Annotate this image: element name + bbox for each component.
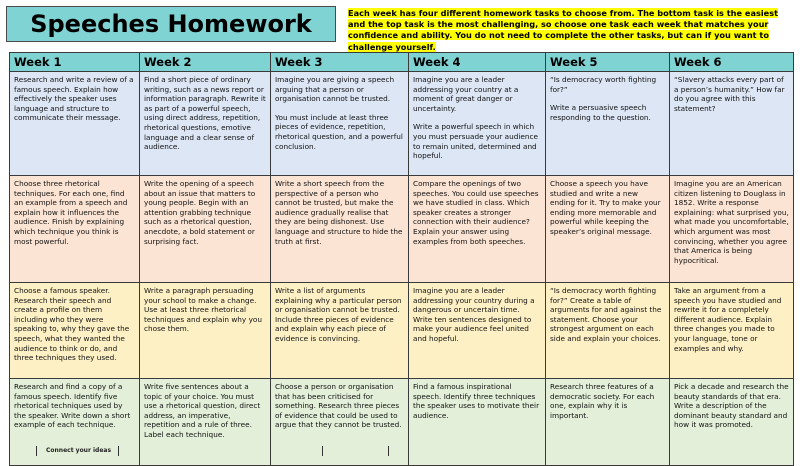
week-header: Week 6 xyxy=(670,53,794,72)
task-row xyxy=(10,72,794,176)
week-header: Week 4 xyxy=(409,53,546,72)
task-text: Research and write a review of a famous speech. Explain how effectively the speaker uses language and structure to communicate their message. xyxy=(14,75,134,123)
task-text: Imagine you are giving a speech arguing that a person or organisation cannot be trusted. xyxy=(275,75,395,104)
week-header: Week 2 xyxy=(140,53,271,72)
task-cell xyxy=(140,176,271,283)
task-cell xyxy=(10,283,140,379)
task-cell xyxy=(409,176,546,283)
task-text: Write the opening of a speech about an issue that matters to young people. Begin with an attention grabbing technique such as a rhetorical question, anecdote, a bold statement or surprising fact. xyxy=(144,179,256,246)
task-text: Write a short speech from the perspective of a person who cannot be trusted, but make the audience gradually realise that they are being dishonest. Use language and structure to hide the truth at first. xyxy=(275,179,403,246)
task-text: Compare the openings of two speeches. You could use speeches we have studied in class. Which speaker creates a stronger connection with their audience? Explain your answer using examples from both speeches. xyxy=(413,179,539,246)
footer-divider xyxy=(36,446,37,456)
week-header: Week 3 xyxy=(271,53,409,72)
task-cell xyxy=(140,72,271,176)
task-text: Research and find a copy of a famous speech. Identify five rhetorical techniques used by the speaker. Write down a short example of each technique. xyxy=(14,382,131,430)
task-text: Choose a famous speaker. Research their speech and create a profile on them including who they were speaking to, why they gave the speech, what they wanted the audience to think or do, and three techniques they used. xyxy=(14,286,130,363)
task-text: Research three features of a democratic society. For each one, explain why it is important. xyxy=(550,382,655,420)
task-text: Find a famous inspirational speech. Identify three techniques the speaker uses to motivate their audience. xyxy=(413,382,540,420)
task-cell xyxy=(10,176,140,283)
task-row xyxy=(10,176,794,283)
task-cell xyxy=(10,72,140,176)
footer-divider xyxy=(118,446,119,456)
footer-divider xyxy=(388,446,389,456)
week-header-row xyxy=(10,53,794,72)
instructions-text: Each week has four different homework tasks to choose from. The bottom task is the easiest and the top task is the most challenging, so choose one task each week that matches your confidence and ability. You do not need to complete the other tasks, but can if you want to challenge yourself. xyxy=(348,8,779,52)
task-cell xyxy=(546,176,670,283)
task-cell xyxy=(409,283,546,379)
task-text: Choose a person or organisation that has been criticised for something. Research three pieces of evidence that could be used to argue that they cannot be trusted. xyxy=(275,382,402,430)
task-text: Choose a speech you have studied and write a new ending for it. Try to make your ending more memorable and powerful while keeping the speaker’s original message. xyxy=(550,179,661,236)
task-cell xyxy=(140,283,271,379)
task-cell xyxy=(546,283,670,379)
task-text: Imagine you are a leader addressing your country at a moment of great danger or uncertainty. xyxy=(413,75,519,113)
task-text: Write a paragraph persuading your school to make a change. Use at least three rhetorical techniques and explain why you chose them. xyxy=(144,286,262,334)
task-text: Write a persuasive speech responding to the question. xyxy=(550,103,651,122)
week-header: Week 1 xyxy=(10,53,140,72)
task-text: “Is democracy worth fighting for?” Create a table of arguments for and against the statement. Choose your strongest argument on each side and explain your choices. xyxy=(550,286,662,343)
task-text: Take an argument from a speech you have studied and rewrite it for a completely different audience. Explain three changes you made to your language, tone or examples and why. xyxy=(674,286,782,353)
task-cell xyxy=(271,283,409,379)
title-banner xyxy=(6,6,336,42)
task-text: Write a powerful speech in which you must persuade your audience to remain united, determined and hopeful. xyxy=(413,122,538,161)
task-cell xyxy=(546,72,670,176)
task-text: Write five sentences about a topic of your choice. You must use a rhetorical question, direct address, an imperative, repetition and a rule of three. Label each technique. xyxy=(144,382,261,439)
task-text: “Slavery attacks every part of a person’s humanity.” How far do you agree with this statement? xyxy=(674,75,785,113)
week-header: Week 5 xyxy=(546,53,670,72)
task-text: “Is democracy worth fighting for?” xyxy=(550,75,657,94)
task-cell xyxy=(271,72,409,176)
task-cell xyxy=(670,176,794,283)
task-text: You must include at least three pieces of evidence, repetition, rhetorical question, and a powerful conclusion. xyxy=(275,112,403,151)
task-text: Choose three rhetorical techniques. For each one, find an example from a speech and explain how it influences the audience. Finish by explaining which technique you think is most powerful. xyxy=(14,179,128,246)
task-cell xyxy=(670,283,794,379)
footer-label: Connect your ideas xyxy=(46,447,112,454)
task-text: Imagine you are a leader addressing your country during a dangerous or uncertain time. Write ten sentences designed to make your audience feel united and hopeful. xyxy=(413,286,535,343)
homework-table xyxy=(9,52,794,466)
instructions xyxy=(348,8,794,53)
task-cell xyxy=(271,176,409,283)
footer-divider xyxy=(322,446,323,456)
page-title: Speeches Homework xyxy=(30,10,312,38)
task-text: Write a list of arguments explaining why a particular person or organisation cannot be trusted. Include three pieces of evidence and explain why each piece of evidence is convincing. xyxy=(275,286,402,343)
task-row xyxy=(10,283,794,379)
task-text: Imagine you are an American citizen listening to Douglass in 1852. Write a response explaining: what surprised you, what made you uncomfortable, which argument was most convincing, whether you agree that America is being hypocritical. xyxy=(674,179,789,265)
task-cell xyxy=(409,72,546,176)
task-text: Pick a decade and research the beauty standards of that era. Write a description of the dominant beauty standard and how it was promoted. xyxy=(674,382,789,430)
task-text: Find a short piece of ordinary writing, such as a news report or information paragraph. Rewrite it as part of a powerful speech, using direct address, repetition, rhetorical questions, emotive language and a clear sense of audience. xyxy=(144,75,266,152)
task-cell xyxy=(670,72,794,176)
footer-strip xyxy=(0,446,800,456)
